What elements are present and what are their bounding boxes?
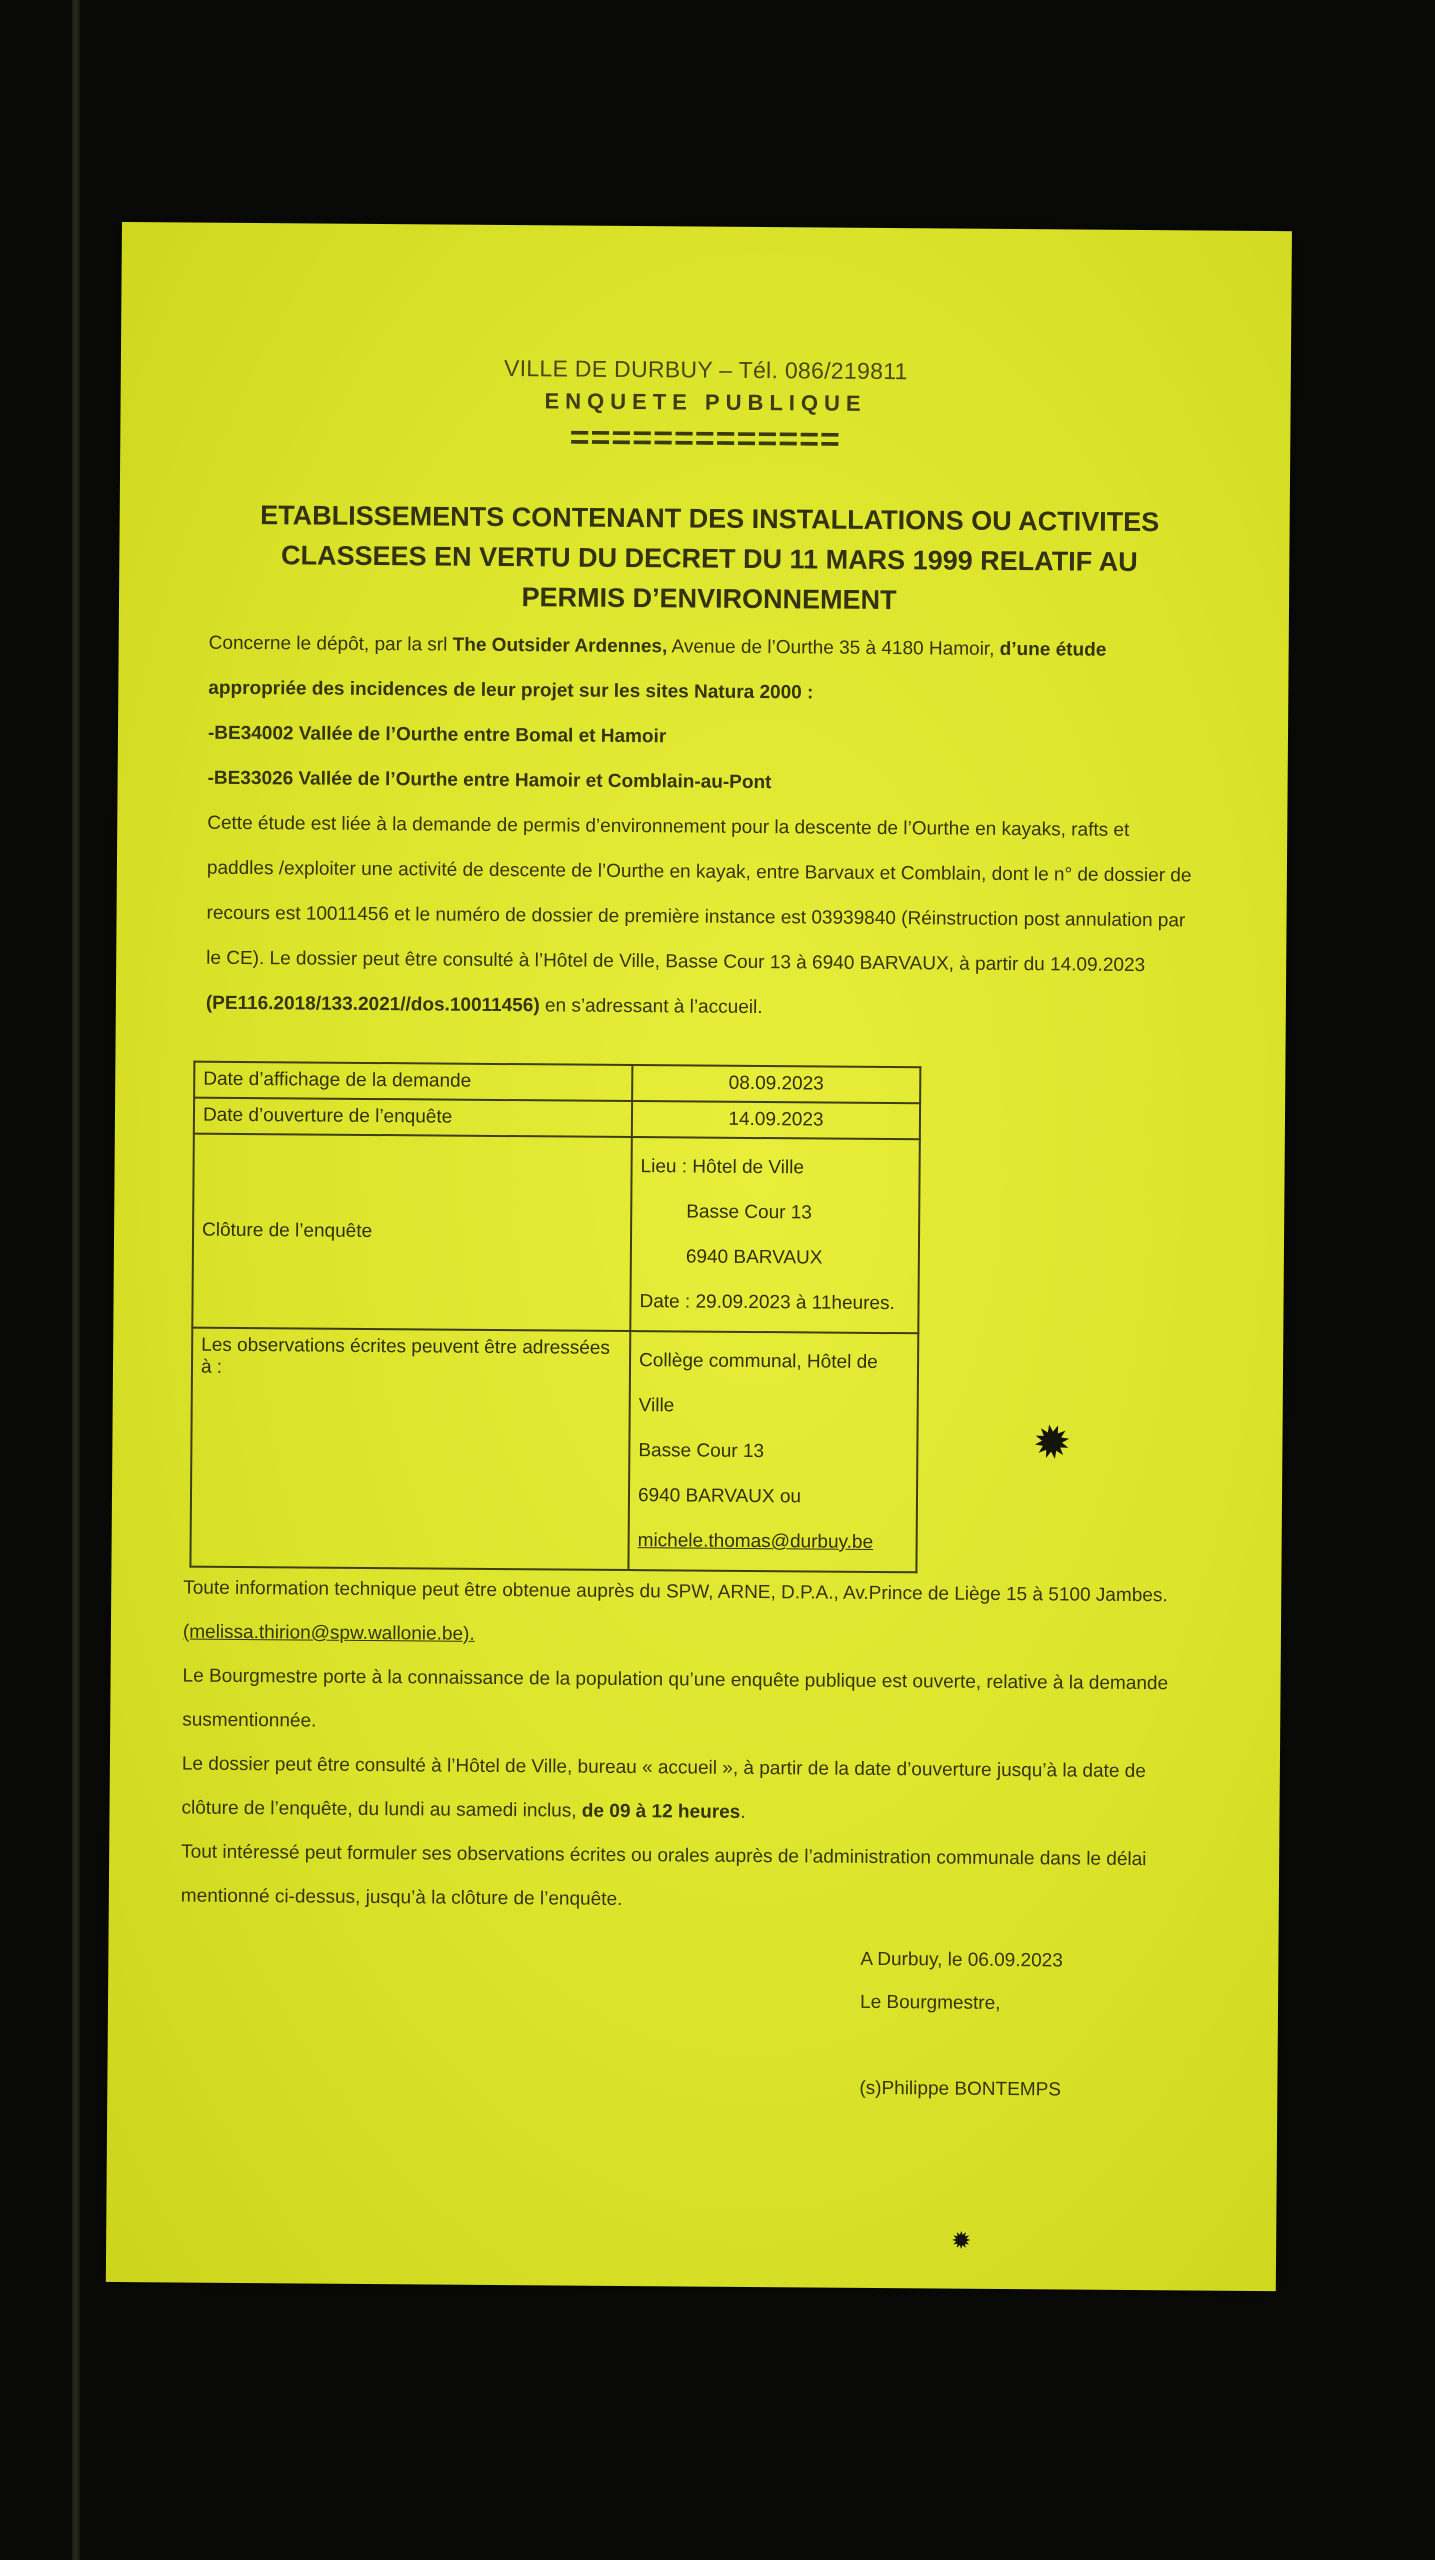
signature-space	[860, 2024, 1063, 2069]
closing-details	[630, 1137, 920, 1333]
table-row	[194, 1062, 920, 1104]
observations-label: Les observations écrites peuvent être adressées à :	[190, 1328, 630, 1570]
consultation-paragraph	[181, 1743, 1192, 1839]
consultation-hours: de 09 à 12 heures	[581, 1800, 741, 1823]
notice-type: ENQUETE PUBLIQUE	[544, 388, 867, 416]
company-address: Avenue de l’Ourthe 35 à 4180 Hamoir,	[667, 636, 1000, 660]
reference-suffix: en s’adressant à l’accueil.	[539, 995, 763, 1019]
table-row	[192, 1134, 920, 1334]
closing-label: Clôture de l’enquête	[192, 1134, 632, 1331]
notice-title: ETABLISSEMENTS CONTENANT DES INSTALLATIONS OU ACTIVITES CLASSEES EN VERTU DU DECRET DU 11 MARS 1999 RELATIF AU PERMIS D’ENVIRONNEMENT	[260, 500, 1160, 616]
inquiry-dates-table	[189, 1061, 921, 1574]
posting-date-value: 08.09.2023	[632, 1065, 920, 1103]
technical-contact-email: (melissa.thirion@spw.wallonie.be).	[182, 1621, 475, 1645]
natura-site-1: -BE34002 Vallée de l’Ourthe entre Bomal et Hamoir	[207, 722, 667, 748]
company-name: The Outsider Ardennes,	[452, 634, 668, 658]
technical-info: Toute information technique peut être obtenue auprès du SPW, ARNE, D.P.A., Av.Prince de Liège 15 à 5100 Jambes.	[183, 1577, 1168, 1607]
signature-name: (s)Philippe BONTEMPS	[859, 2077, 1062, 2101]
observations-city: 6940 BARVAUX ou	[637, 1485, 802, 1508]
closing-date: Date : 29.09.2023 à 11heures.	[639, 1291, 895, 1315]
table-row	[190, 1328, 918, 1573]
spider-icon: ✹	[1024, 1411, 1079, 1474]
consultation-end: .	[740, 1801, 746, 1823]
notice-header	[120, 352, 1291, 460]
closing-street: Basse Cour 13	[686, 1201, 813, 1224]
opening-date-value: 14.09.2023	[632, 1101, 920, 1139]
study-body: Cette étude est liée à la demande de permis d’environnement pour la descente de l’Ourthe en kayaks, rafts et paddles /exploiter une activité de descente de l’Ourthe en kayak, entre Barvaux et Comblain, dont le n° de dossier de recours est 10011456 et le numéro de dossier de première instance est 03939840 (Réinstruction post annulation par le CE). Le dossier peut être consulté à l’Hôtel de Ville, Basse Cour 13 à 6940 BARVAUX, à partir du 14.09.2023	[206, 812, 1192, 977]
observations-email: michele.thomas@durbuy.be	[637, 1530, 874, 1553]
observations-address	[628, 1331, 918, 1572]
observations-paragraph: Tout intéressé peut formuler ses observations écrites ou orales auprès de l’administration communale dans le délai mentionné ci-dessus, jusqu’à la clôture de l’enquête.	[180, 1841, 1147, 1910]
table-row	[194, 1098, 920, 1140]
consultation-text: Le dossier peut être consulté à l’Hôtel de Ville, bureau « accueil », à partir de la date d’ouverture jusqu’à la date de clôture de l’enquête, du lundi au samedi inclus,	[181, 1753, 1146, 1822]
separator-line: =============	[569, 418, 842, 459]
intro-section	[206, 621, 1199, 1034]
natura-site-2: -BE33026 Vallée de l’Ourthe entre Hamoir et Comblain-au-Pont	[207, 767, 772, 794]
dossier-reference: (PE116.2018/133.2021//dos.10011456)	[205, 992, 540, 1017]
intro-paragraph	[208, 621, 1199, 719]
city-contact-line: VILLE DE DURBUY – Tél. 086/219811	[503, 355, 908, 385]
announcement-paragraph: Le Bourgmestre porte à la connaissance de la population qu’une enquête publique est ouverte, relative à la demande susmentionnée.	[182, 1665, 1169, 1732]
intro-text: Concerne le dépôt, par la srl	[208, 632, 453, 656]
posting-date-label: Date d’affichage de la demande	[194, 1062, 632, 1101]
observations-street: Basse Cour 13	[638, 1440, 765, 1463]
opening-date-label: Date d’ouverture de l’enquête	[194, 1098, 632, 1137]
reference-paragraph	[206, 981, 1196, 1034]
study-description: d’une étude appropriée des incidences de leur projet sur les sites Natura 2000 :	[208, 638, 1107, 704]
closing-place: Lieu : Hôtel de Ville	[640, 1156, 805, 1179]
spider-icon: ✹	[951, 2227, 972, 2255]
closing-section	[181, 1567, 1194, 1927]
public-notice-poster	[106, 222, 1292, 2291]
window-frame-edge	[72, 0, 80, 2560]
signature-block	[859, 1938, 1063, 2112]
closing-city: 6940 BARVAUX	[685, 1246, 823, 1269]
observations-recipient: Collège communal, Hôtel de Ville	[638, 1350, 878, 1417]
signature-role: Le Bourgmestre,	[859, 1991, 1001, 2014]
signature-place-date: A Durbuy, le 06.09.2023	[860, 1948, 1063, 1972]
